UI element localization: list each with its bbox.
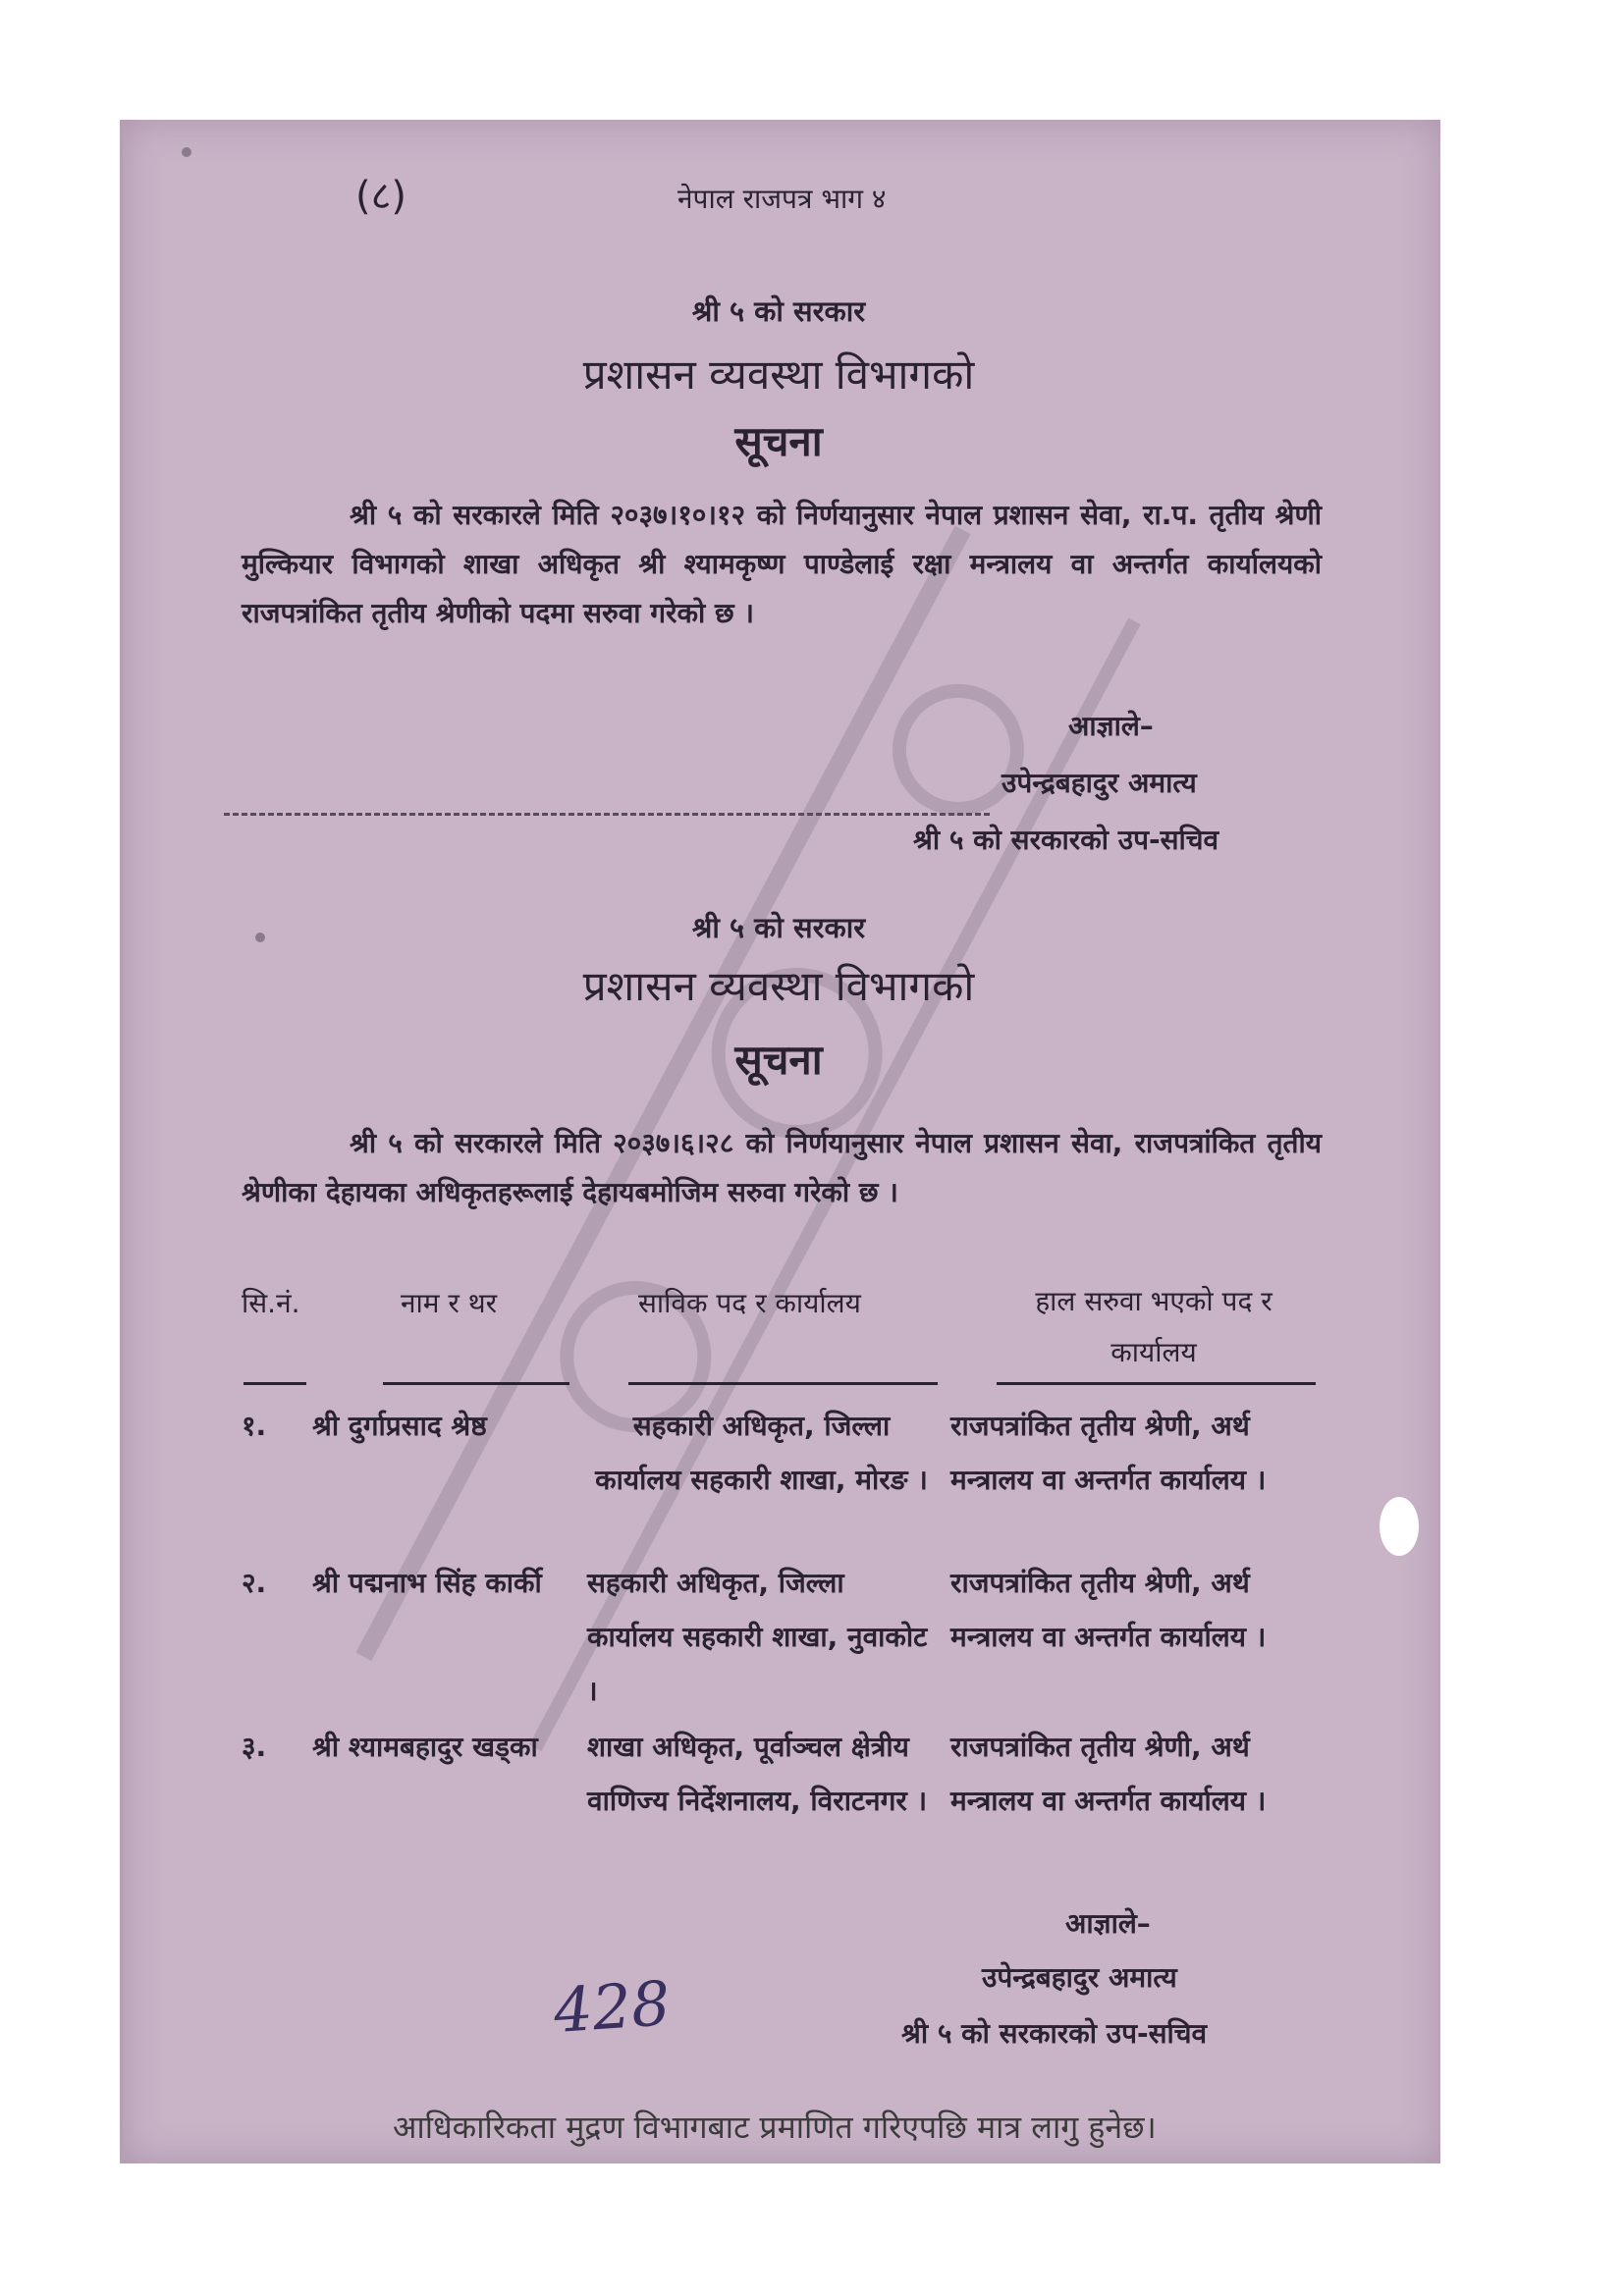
col-header-name: नाम र थर	[401, 1287, 498, 1319]
row3-serial: ३.	[242, 1731, 267, 1763]
punch-hole	[1380, 1497, 1419, 1556]
notice2-government: श्री ५ को सरकार	[691, 911, 866, 944]
col-header-previous-post: साविक पद र कार्यालय	[638, 1287, 861, 1319]
header-underline	[997, 1382, 1316, 1385]
header-underline	[628, 1382, 938, 1385]
notice1-designation: श्री ५ को सरकारको उप-सचिव	[913, 824, 1219, 856]
row2-name: श्री पद्मनाभ सिंह कार्की	[312, 1567, 542, 1599]
notice1-signatory: उपेन्द्रबहादुर अमात्य	[1001, 767, 1197, 799]
row2-previous-post: सहकारी अधिकृत, जिल्ला कार्यालय सहकारी शाखा, नुवाकोट ।	[587, 1567, 928, 1707]
notice2-designation: श्री ५ को सरकारको उप-सचिव	[901, 2017, 1208, 2050]
notice2-order: आज्ञाले–	[1065, 1907, 1151, 1940]
row3-previous-post: शाखा अधिकृत, पूर्वाञ्चल क्षेत्रीय वाणिज्य निर्देशनालय, विराटनगर ।	[587, 1731, 928, 1817]
notice2-title: सूचना	[734, 1036, 823, 1084]
gazette-header: नेपाल राजपत्र भाग ४	[677, 183, 887, 215]
notice1-title: सूचना	[734, 417, 823, 465]
speck	[255, 933, 265, 942]
divider	[224, 813, 990, 816]
notice1-body: श्री ५ को सरकारले मिति २०३७।१०।१२ को निर्णयानुसार नेपाल प्रशासन सेवा, रा.प. तृतीय श्रेणी मुल्कियार विभागको शाखा अधिकृत श्री श्यामकृष्ण पाण्डेलाई रक्षा मन्त्रालय वा अन्तर्गत कार्यालयको राजपत्रांकित तृतीय श्रेणीको पदमा सरुवा गरेको छ ।	[242, 499, 1322, 629]
row1-previous-post: सहकारी अधिकृत, जिल्ला कार्यालय सहकारी शाखा, मोरङ ।	[595, 1410, 928, 1496]
row1-name: श्री दुर्गाप्रसाद श्रेष्ठ	[312, 1410, 487, 1442]
footer-disclaimer: आधिकारिकता मुद्रण विभागबाट प्रमाणित गरिएपछि मात्र लागु हुनेछ।	[393, 2109, 1157, 2146]
notice1-department: प्रशासन व्यवस्था विभागको	[582, 350, 975, 399]
header-underline	[244, 1382, 306, 1385]
row3-name: श्री श्यामबहादुर खड्का	[312, 1731, 538, 1763]
row2-serial: २.	[242, 1567, 267, 1599]
notice2-signatory: उपेन्द्रबहादुर अमात्य	[982, 1961, 1177, 1994]
speck	[182, 147, 191, 157]
notice2-department: प्रशासन व्यवस्था विभागको	[582, 962, 975, 1010]
handwritten-number: 428	[551, 1966, 673, 2048]
notice2-body: श्री ५ को सरकारले मिति २०३७।६।२८ को निर्णयानुसार नेपाल प्रशासन सेवा, राजपत्रांकित तृतीय श्रेणीका देहायका अधिकृतहरूलाई देहायबमोजिम सरुवा गरेको छ ।	[242, 1127, 1322, 1208]
notice1-government: श्री ५ को सरकार	[691, 294, 866, 328]
row1-new-post: राजपत्रांकित तृतीय श्रेणी, अर्थ मन्त्रालय वा अन्तर्गत कार्यालय ।	[950, 1410, 1267, 1496]
notice1-order: आज्ञाले–	[1068, 710, 1154, 742]
row1-serial: १.	[242, 1410, 267, 1442]
page-number: (८)	[355, 174, 407, 219]
col-header-serial: सि.नं.	[242, 1287, 300, 1319]
row3-new-post: राजपत्रांकित तृतीय श्रेणी, अर्थ मन्त्रालय वा अन्तर्गत कार्यालय ।	[950, 1731, 1267, 1817]
header-underline	[383, 1382, 569, 1385]
col-header-new-post: हाल सरुवा भएको पद र कार्यालय	[1035, 1285, 1272, 1368]
row2-new-post: राजपत्रांकित तृतीय श्रेणी, अर्थ मन्त्रालय वा अन्तर्गत कार्यालय ।	[950, 1567, 1267, 1653]
